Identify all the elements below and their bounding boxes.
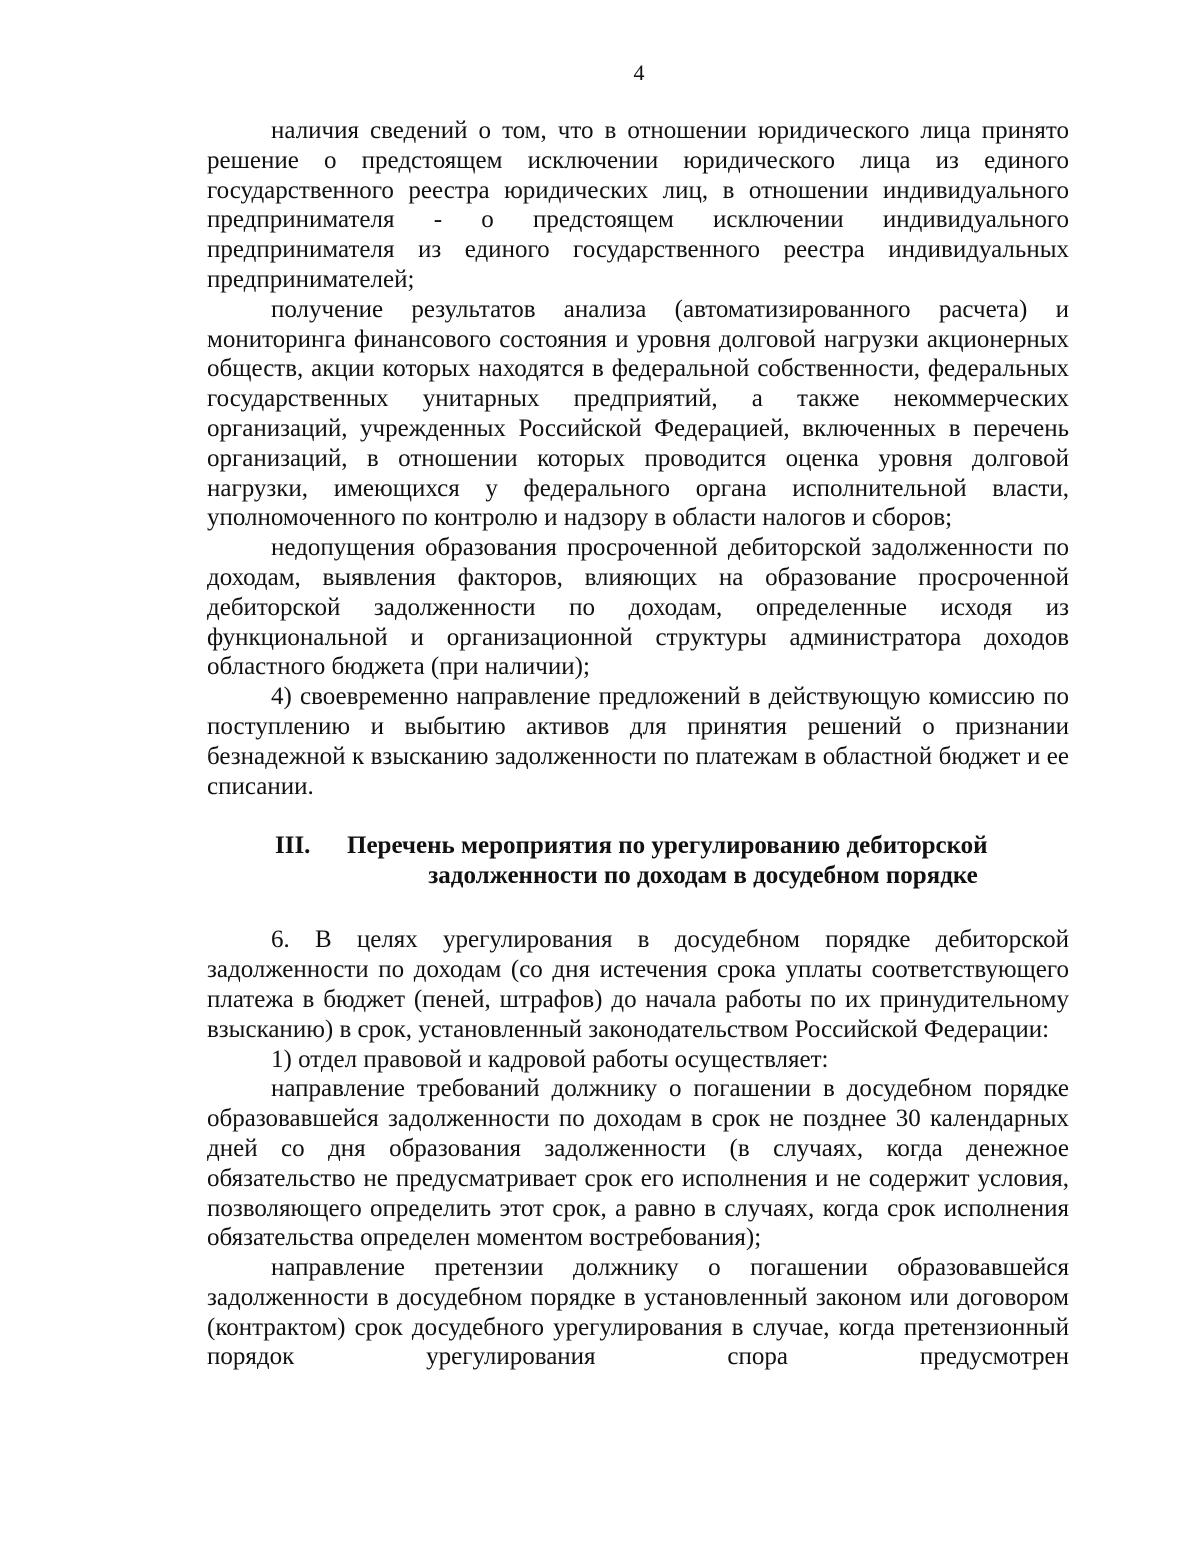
section-title-line2: задолженности по доходам в досудебном порядке — [428, 862, 978, 890]
page-number: 4 — [633, 60, 645, 85]
paragraph-item-1: 1) отдел правовой и кадровой работы осуществляет: — [271, 1045, 829, 1073]
paragraph-demand-direction: направление требований должнику о погашении в досудебном порядке образовавшейся задолженности по доходам в срок не позднее 30 календарных дней со дня образования задолженности (в случаях, когда денежное обязательство не предусматривает срок его исполнения и не содержит условия, позволяющего определить этот срок, а равно в случаях, когда срок исполнения обязательства определен моментом востребования); — [207, 1075, 1069, 1252]
section-title-line1: Перечень мероприятия по урегулированию дебиторской — [347, 832, 988, 860]
paragraph-item-6: 6. В целях урегулирования в досудебном порядке дебиторской задолженности по доходам (со дня истечения срока уплаты соответствующего платежа в бюджет (пеней, штрафов) до начала работы по их принудительному взысканию) в срок, установленный законодательством Российской Федерации: — [207, 926, 1069, 1043]
section-number: III. — [275, 832, 311, 860]
paragraph-claim-direction: направление претензии должнику о погашении образовавшейся задолженности в досудебном порядке в установленный законом или договором (контрактом) срок досудебного урегулирования в случае, когда претензионный порядок урегулирования спора предусмотрен — [207, 1254, 1069, 1371]
section-heading-line1 — [207, 831, 1069, 861]
paragraph-overdue-prevention: недопущения образования просроченной дебиторской задолженности по доходам, выявления факторов, влияющих на образование просроченной дебиторской задолженности по доходам, определенные исходя из функциональной и организационной структуры администратора доходов областного бюджета (при наличии); — [207, 534, 1069, 681]
document-body — [207, 116, 1069, 1372]
paragraph-analysis-results: получение результатов анализа (автоматизированного расчета) и мониторинга финансового состояния и уровня долговой нагрузки акционерных обществ, акции которых находятся в федеральной собственности, федеральных государственных унитарных предприятий, а также некоммерческих организаций, учрежденных Российской Федерацией, включенных в перечень организаций, в отношении которых проводится оценка уровня долговой нагрузки, имеющихся у федерального органа исполнительной власти, уполномоченного по контролю и надзору в области налогов и сборов; — [207, 295, 1069, 532]
paragraph-item-4: 4) своевременно направление предложений в действующую комиссию по поступлению и выбытию активов для принятия решений о признании безнадежной к взысканию задолженности по платежам в областной бюджет и ее списании. — [207, 683, 1069, 800]
section-heading — [207, 831, 1069, 891]
paragraph-exclusion-info: наличия сведений о том, что в отношении юридического лица принято решение о предстоящем исключении юридического лица из единого государственного реестра юридических лиц, в отношении индивидуального предпринимателя - о предстоящем исключении индивидуального предпринимателя из единого государственного реестра индивидуальных предпринимателей; — [207, 117, 1069, 293]
